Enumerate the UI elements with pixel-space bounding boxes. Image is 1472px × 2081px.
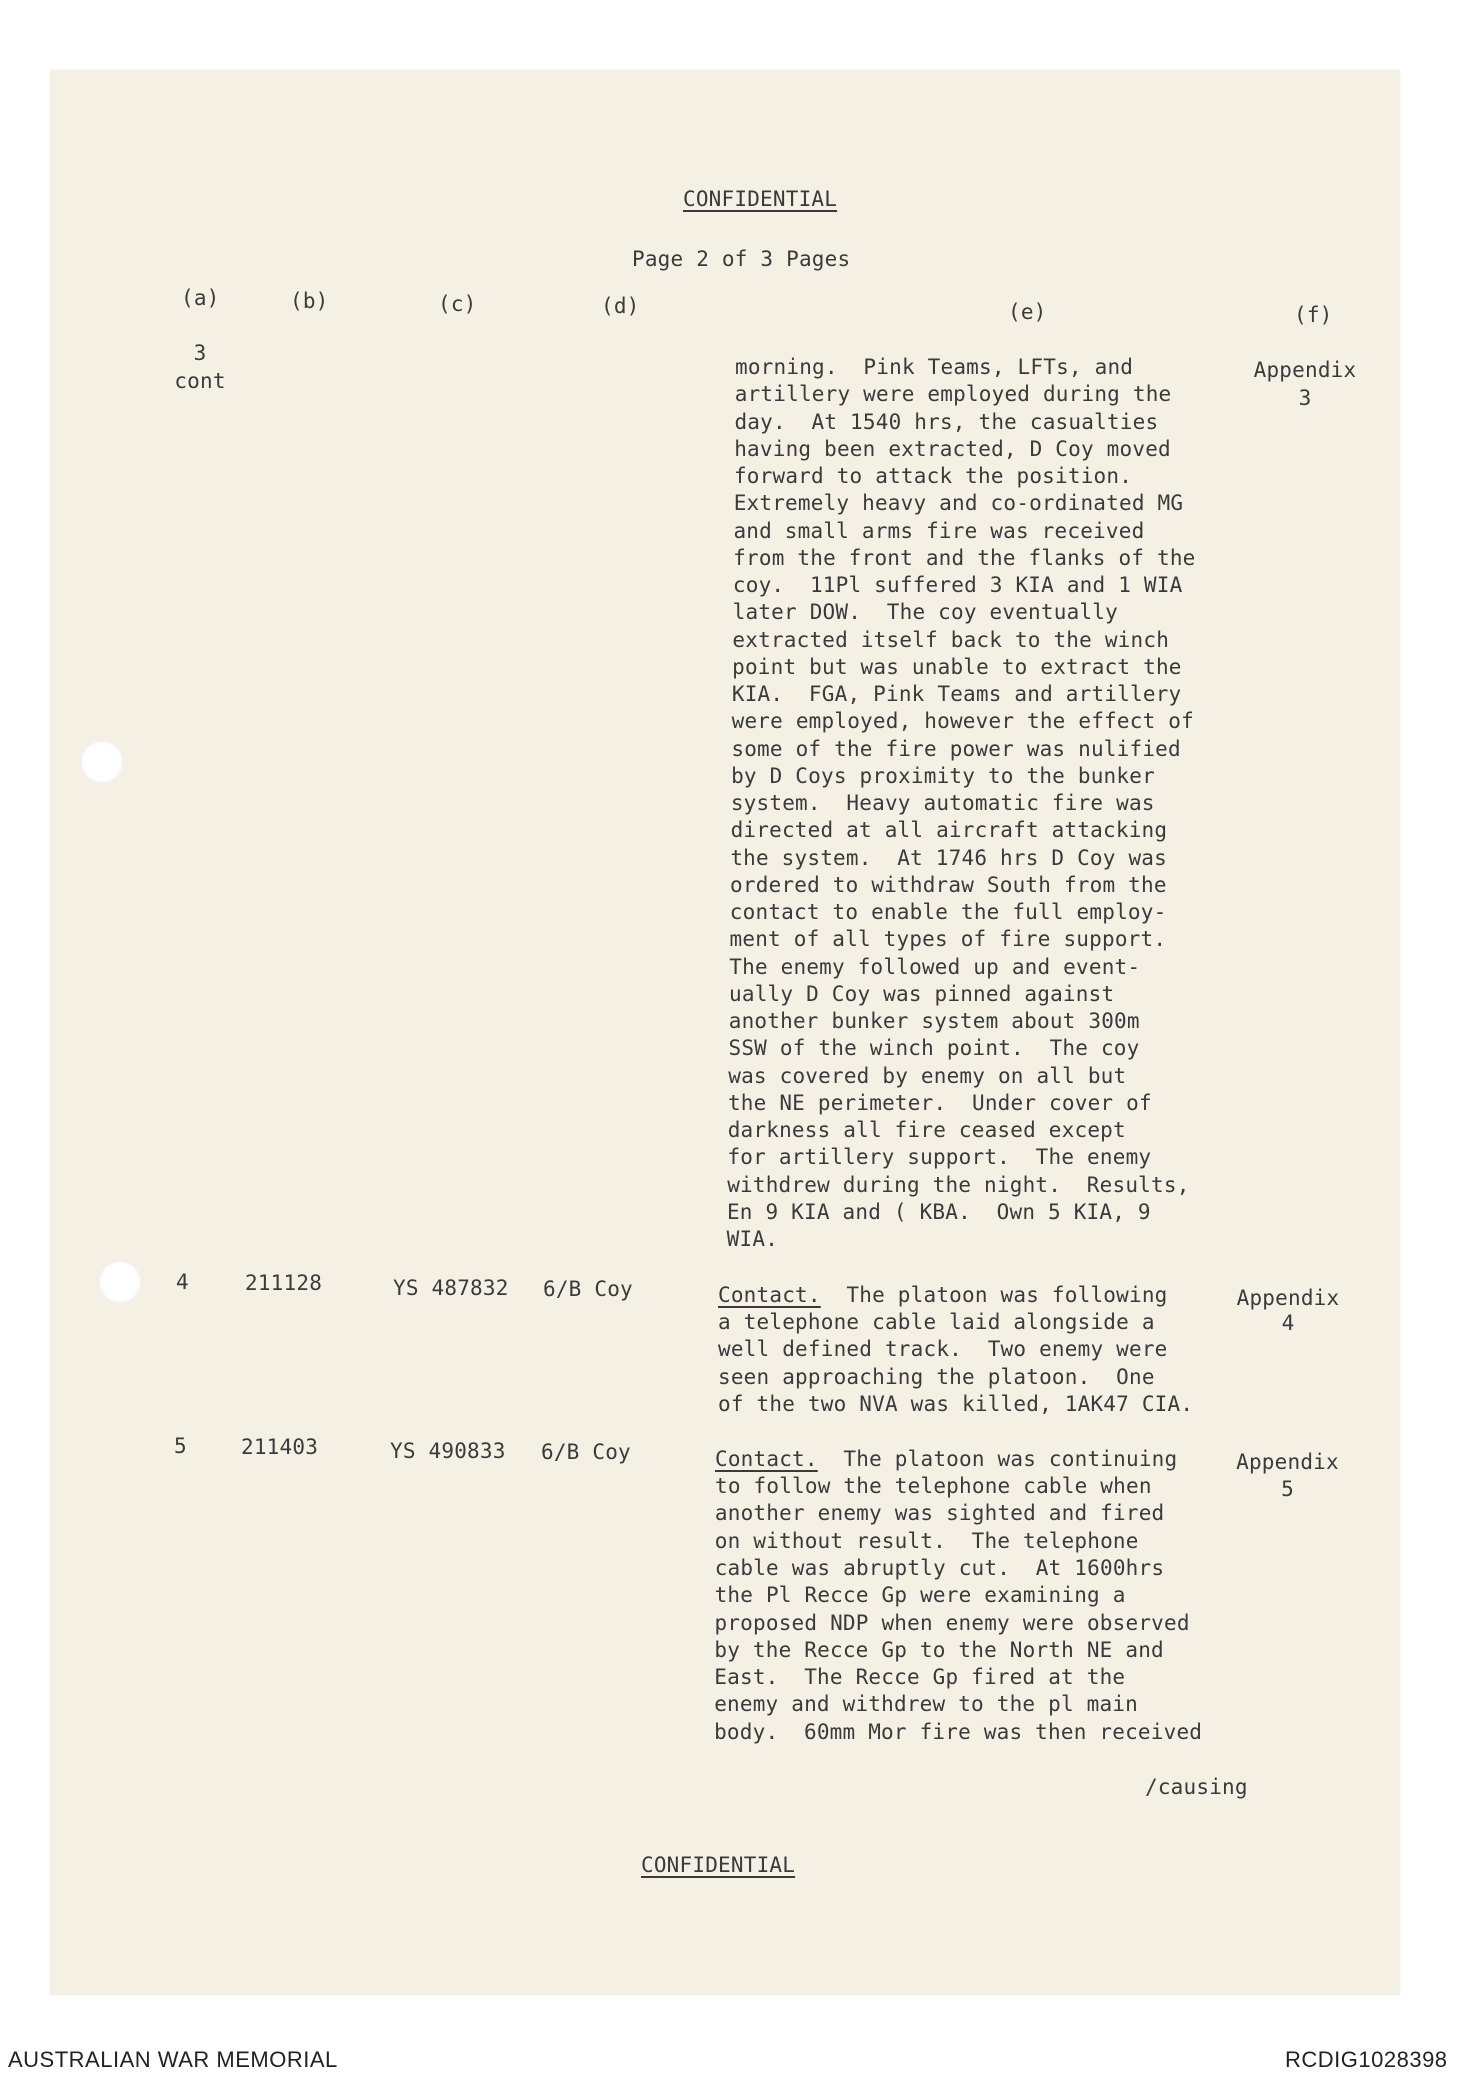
entry-5-appendix-label: Appendix [1236,1450,1339,1474]
entry-4-grid-reference: YS 487832 [393,1276,509,1300]
archive-credit: AUSTRALIAN WAR MEMORIAL [8,2047,338,2072]
entry-5-description-line: on without result. The telephone [714,1528,1139,1553]
entry-5-first-line-text: The platoon was continuing [817,1447,1178,1471]
entry-3-appendix-number: 3 [1298,386,1312,410]
header-classification: CONFIDENTIAL [683,187,838,211]
entry-3-description-line: withdrew during the night. Results, [727,1172,1190,1197]
entry-3-description-line: from the front and the flanks of the [733,545,1196,570]
entry-3-description-line: morning. Pink Teams, LFTs, and [735,355,1134,379]
entry-3-description-line: point but was unable to extract the [732,654,1182,679]
punch-hole-upper [80,740,124,784]
column-header-a: (a) [181,286,220,310]
entry-3-description-line: darkness all fire ceased except [727,1118,1126,1142]
entry-4-first-line-text: The platoon was following [820,1283,1168,1307]
entry-5-description-line: East. The Recce Gp fired at the [714,1665,1126,1690]
column-header-e: (e) [1008,300,1047,324]
entry-5-unit: 6/B Coy [541,1440,631,1464]
entry-3-description-line: ordered to withdraw South from the [730,872,1167,897]
entry-5-serial: 5 [174,1434,187,1458]
punch-hole-lower [98,1260,142,1304]
entry-5-description-line: enemy and withdrew to the pl main [714,1692,1139,1717]
entry-3-description-line: The enemy followed up and event- [729,954,1141,979]
entry-3-description-line: later DOW. The coy eventually [732,600,1118,625]
entry-3-description-line: WIA. [726,1227,779,1251]
entry-5-appendix-number: 5 [1281,1477,1294,1501]
entry-5-first-line [715,1446,1177,1474]
entry-3-description-line: ment of all types of fire support. [729,927,1167,952]
archive-reference: RCDIG1028398 [1285,2047,1448,2072]
entry-5-grid-reference: YS 490833 [390,1439,506,1463]
entry-3-description-line: directed at all aircraft attacking [730,818,1168,843]
entry-4-serial: 4 [176,1270,189,1294]
entry-3-appendix-label: Appendix [1253,358,1357,382]
entry-5-description-line: another enemy was sighted and fired [714,1501,1165,1526]
entry-4-unit: 6/B Coy [543,1277,633,1301]
column-header-d: (d) [601,294,640,318]
entry-3-description-line: and small arms fire was received [733,518,1145,543]
entry-3-serial-note: cont [174,369,226,393]
entry-3-description-line: artillery were employed during the [734,382,1172,407]
entry-3-description-line: some of the fire power was nulified [731,736,1181,761]
entry-3-description-line: the system. At 1746 hrs D Coy was [730,845,1167,870]
entry-3-description-line: was covered by enemy on all but [728,1063,1127,1088]
entry-5-contact-heading: Contact. [715,1447,818,1471]
entry-3-description-line: extracted itself back to the winch [732,627,1170,652]
entry-5-description-line: by the Recce Gp to the North NE and [714,1637,1164,1662]
entry-4-description-line: of the two NVA was killed, 1AK47 CIA. [718,1391,1194,1416]
entry-3-description-line: day. At 1540 hrs, the casualties [734,409,1159,434]
entry-3-description-line: contact to enable the full employ- [729,900,1167,924]
entry-3-description-line: system. Heavy automatic fire was [730,791,1155,815]
entry-4-dtg: 211128 [245,1271,323,1295]
entry-4-description-line: seen approaching the platoon. One [718,1364,1155,1389]
entry-5-dtg: 211403 [241,1435,319,1459]
entry-3-description-line: ually D Coy was pinned against [729,981,1115,1006]
entry-5-description-line: to follow the telephone cable when [715,1474,1152,1498]
entry-3-description-line: by D Coys proximity to the bunker [731,763,1155,788]
entry-3-description-line: for artillery support. The enemy [727,1145,1152,1170]
column-header-b: (b) [290,289,329,313]
entry-3-description-line: SSW of the winch point. The coy [728,1036,1140,1061]
entry-5-description-line: the Pl Recce Gp were examining a [714,1583,1126,1608]
page-number-line: Page 2 of 3 Pages [632,247,851,271]
entry-4-contact-heading: Contact. [718,1283,821,1307]
entry-4-description-line: a telephone cable laid alongside a [718,1310,1155,1334]
entry-3-description-line: were employed, however the effect of [731,709,1194,734]
column-header-c: (c) [438,292,477,316]
entry-3-description-line: En 9 KIA and ( KBA. Own 5 KIA, 9 [726,1199,1151,1224]
entry-3-serial: 3 [193,341,207,365]
entry-3-description-line: the NE perimeter. Under cover of [727,1090,1152,1115]
entry-3-description-line: another bunker system about 300m [728,1009,1140,1033]
entry-3-description-line: coy. 11Pl suffered 3 KIA and 1 WIA [732,573,1183,597]
entry-4-description-line: well defined track. Two enemy were [718,1337,1168,1362]
entry-3-description-line: having been extracted, D Coy moved [734,436,1171,461]
entry-5-description-line: proposed NDP when enemy were observed [714,1610,1190,1635]
entry-4-appendix-number: 4 [1281,1311,1295,1335]
entry-4-first-line [718,1282,1168,1310]
entry-3-description-line: forward to attack the position. [733,464,1133,488]
entry-3-description-line: KIA. FGA, Pink Teams and artillery [731,682,1182,706]
entry-5-description-line: cable was abruptly cut. At 1600hrs [714,1555,1165,1580]
footer-classification: CONFIDENTIAL [641,1853,796,1877]
entry-5-description-line: body. 60mm Mor fire was then received [714,1719,1203,1744]
column-header-f: (f) [1294,303,1333,327]
continuation-catchword: /causing [1145,1775,1248,1799]
entry-3-description-line: Extremely heavy and co-ordinated MG [733,491,1184,516]
entry-4-appendix-label: Appendix [1236,1286,1340,1310]
